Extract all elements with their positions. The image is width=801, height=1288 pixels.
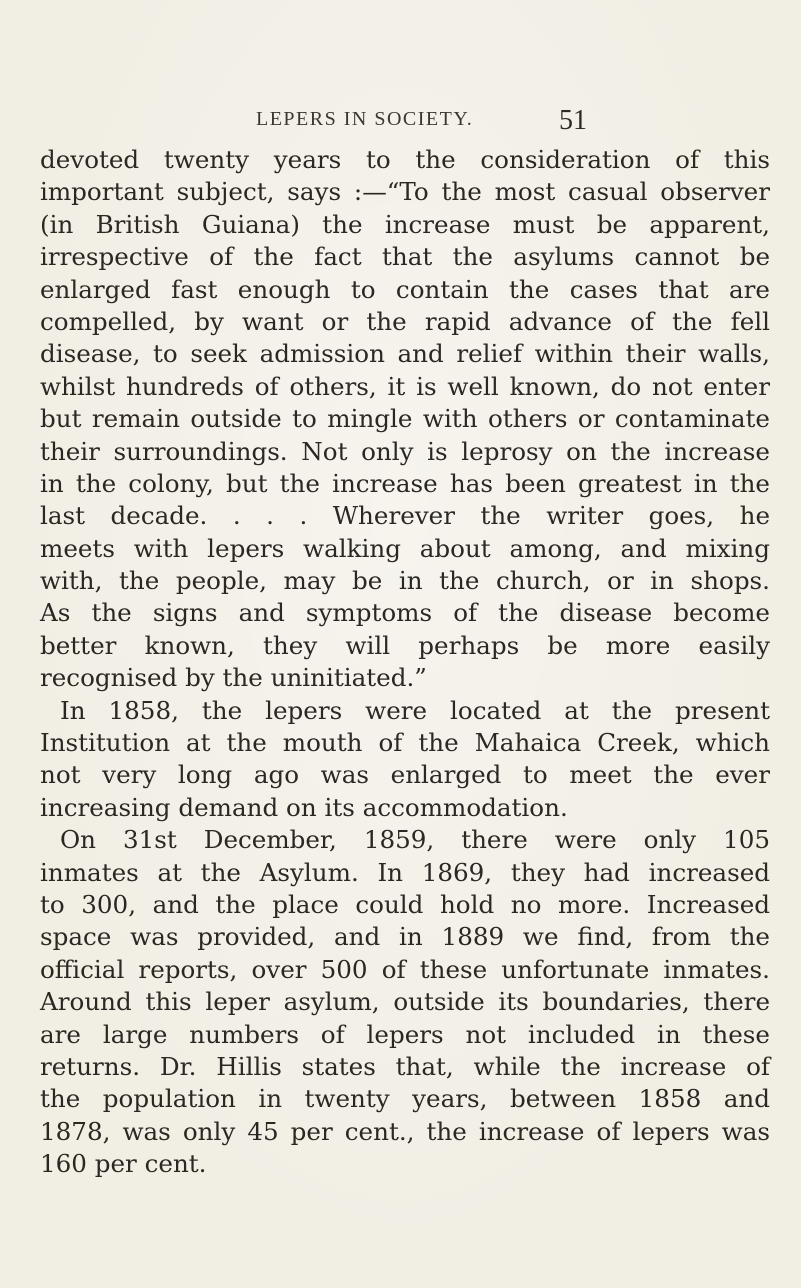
- paragraph-first-line: On 31st December, 1859, there were only 105: [60, 825, 770, 855]
- text-line: important subject, says :—“To the most casual observer: [40, 177, 770, 207]
- text-line: Around this leper asylum, outside its boundaries, there: [40, 987, 770, 1017]
- text-line: not very long ago was enlarged to meet the ever: [40, 760, 770, 790]
- text-line: better known, they will perhaps be more easily: [40, 630, 770, 660]
- text-line: devoted twenty years to the consideration of this: [40, 145, 770, 174]
- paragraph-first-line: In 1858, the lepers were located at the present: [60, 695, 770, 725]
- text-line: As the signs and symptoms of the disease become: [40, 598, 770, 628]
- text-line: inmates at the Asylum. In 1869, they had increased: [40, 857, 770, 887]
- body-text: [40, 144, 770, 1181]
- text-line: 1878, was only 45 per cent., the increase of lepers was: [40, 1116, 770, 1146]
- running-head-title: LEPERS IN SOCIETY.: [256, 108, 474, 130]
- text-line: to 300, and the place could hold no more. Increased: [40, 889, 770, 919]
- text-line: space was provided, and in 1889 we find, from the: [40, 922, 770, 952]
- text-line: are large numbers of lepers not included in these: [40, 1019, 770, 1049]
- text-line: but remain outside to mingle with others or contaminate: [40, 404, 770, 434]
- paragraph-last-line: recognised by the uninitiated.”: [40, 663, 427, 693]
- text-line: with, the people, may be in the church, or in shops.: [40, 566, 770, 596]
- text-line: returns. Dr. Hillis states that, while the increase of: [40, 1051, 770, 1081]
- text-line: last decade. . . . Wherever the writer goes, he: [40, 501, 770, 531]
- text-line: whilst hundreds of others, it is well known, do not enter: [40, 371, 770, 401]
- text-line: in the colony, but the increase has been greatest in the: [40, 468, 770, 498]
- text-line: Institution at the mouth of the Mahaica Creek, which: [40, 728, 770, 758]
- text-line: compelled, by want or the rapid advance of the fell: [40, 306, 770, 336]
- text-line: disease, to seek admission and relief within their walls,: [40, 339, 770, 369]
- paragraph-last-line: increasing demand on its accommodation.: [40, 792, 568, 822]
- text-line: enlarged fast enough to contain the cases that are: [40, 274, 770, 304]
- text-line: irrespective of the fact that the asylums cannot be: [40, 242, 770, 272]
- running-head: [0, 105, 801, 142]
- text-line: their surroundings. Not only is leprosy on the increase: [40, 436, 770, 466]
- text-line: meets with lepers walking about among, and mixing: [40, 533, 770, 563]
- page-number: 51: [559, 105, 587, 136]
- text-line: the population in twenty years, between 1858 and: [40, 1084, 770, 1114]
- text-line: (in British Guiana) the increase must be apparent,: [40, 209, 770, 239]
- text-line: official reports, over 500 of these unfortunate inmates.: [40, 954, 770, 984]
- paragraph-last-line: 160 per cent.: [40, 1149, 207, 1179]
